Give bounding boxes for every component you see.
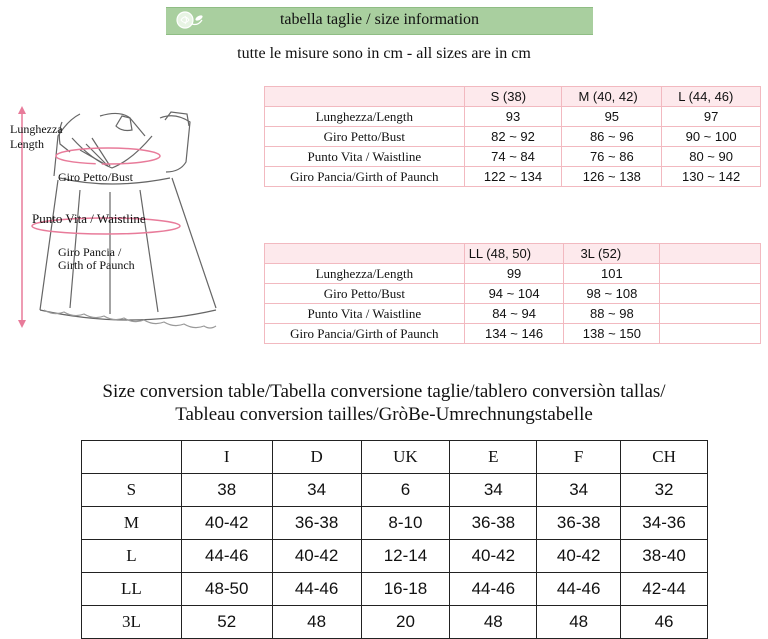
cell: 34: [272, 474, 361, 507]
cell: 12-14: [361, 540, 450, 573]
cell: 40-42: [450, 540, 537, 573]
cell: 130 ~ 142: [662, 167, 761, 187]
row-label: Giro Pancia/Girth of Paunch: [265, 167, 465, 187]
length-label-text: Lunghezza Length: [10, 122, 63, 151]
cell: 93: [464, 107, 562, 127]
cell: 40-42: [181, 507, 272, 540]
cell: 32: [621, 474, 708, 507]
header-corner: [265, 244, 465, 264]
cell: 44-46: [537, 573, 621, 606]
header-cell: 3L (52): [564, 244, 660, 264]
cell: 44-46: [450, 573, 537, 606]
cell: 16-18: [361, 573, 450, 606]
conversion-title-line2: Tableau conversion tailles/GròBe-Umrechnungstabelle: [175, 404, 593, 425]
cell: 122 ~ 134: [464, 167, 562, 187]
cell: 86 ~ 96: [562, 127, 662, 147]
header-cell: [660, 244, 761, 264]
dress-illustration: [0, 100, 240, 350]
table-row: [265, 167, 761, 187]
waist-label: Punto Vita / Waistline: [32, 211, 146, 226]
header-cell: F: [537, 441, 621, 474]
cell: [660, 304, 761, 324]
table-row: [265, 127, 761, 147]
row-label: Giro Pancia/Girth of Paunch: [265, 324, 465, 344]
cell: 84 ~ 94: [464, 304, 564, 324]
cell: 42-44: [621, 573, 708, 606]
cell: 34: [450, 474, 537, 507]
header-cell: L (44, 46): [662, 87, 761, 107]
cell: 8-10: [361, 507, 450, 540]
cell: 138 ~ 150: [564, 324, 660, 344]
table-header-row: [265, 87, 761, 107]
cell: 48: [450, 606, 537, 639]
header-cell: I: [181, 441, 272, 474]
table-row: [82, 573, 708, 606]
cell: 34: [537, 474, 621, 507]
row-label: Giro Petto/Bust: [265, 127, 465, 147]
title-banner: [166, 7, 593, 35]
cell: 74 ~ 84: [464, 147, 562, 167]
row-label: Lunghezza/Length: [265, 264, 465, 284]
cell: 38-40: [621, 540, 708, 573]
row-label: M: [82, 507, 182, 540]
cell: 46: [621, 606, 708, 639]
row-label: Punto Vita / Waistline: [265, 304, 465, 324]
table-row: [265, 284, 761, 304]
cell: 40-42: [272, 540, 361, 573]
table-row: [265, 147, 761, 167]
cell: 82 ~ 92: [464, 127, 562, 147]
cell: 80 ~ 90: [662, 147, 761, 167]
cell: 52: [181, 606, 272, 639]
cell: 48: [537, 606, 621, 639]
header-cell: LL (48, 50): [464, 244, 564, 264]
row-label: S: [82, 474, 182, 507]
row-label: 3L: [82, 606, 182, 639]
header-cell: E: [450, 441, 537, 474]
table-row: [82, 507, 708, 540]
header-cell: M (40, 42): [562, 87, 662, 107]
row-label: Punto Vita / Waistline: [265, 147, 465, 167]
cell: 6: [361, 474, 450, 507]
header-cell: S (38): [464, 87, 562, 107]
cell: [660, 264, 761, 284]
table-row: [82, 540, 708, 573]
row-label: Giro Petto/Bust: [265, 284, 465, 304]
cell: 101: [564, 264, 660, 284]
header-cell: D: [272, 441, 361, 474]
header-cell: [82, 441, 182, 474]
table-row: [265, 264, 761, 284]
cell: 48: [272, 606, 361, 639]
bust-label: Giro Petto/Bust: [58, 170, 134, 184]
header-cell: UK: [361, 441, 450, 474]
cell: 36-38: [272, 507, 361, 540]
size-table-1: [264, 86, 761, 187]
cell: 97: [662, 107, 761, 127]
cell: 90 ~ 100: [662, 127, 761, 147]
cell: 99: [464, 264, 564, 284]
size-table-2: [264, 243, 761, 344]
cell: 95: [562, 107, 662, 127]
cell: 36-38: [450, 507, 537, 540]
row-label: Lunghezza/Length: [265, 107, 465, 127]
conversion-title: [0, 380, 768, 426]
cell: 44-46: [272, 573, 361, 606]
conversion-table: [81, 440, 708, 639]
table-header-row: [265, 244, 761, 264]
cell: 134 ~ 146: [464, 324, 564, 344]
header-corner: [265, 87, 465, 107]
cell: 76 ~ 86: [562, 147, 662, 167]
cell: 34-36: [621, 507, 708, 540]
cell: 126 ~ 138: [562, 167, 662, 187]
cell: [660, 324, 761, 344]
table-row: [265, 107, 761, 127]
paunch-label: Giro Pancia / Girth of Paunch: [58, 245, 135, 272]
cell: 94 ~ 104: [464, 284, 564, 304]
cell: 38: [181, 474, 272, 507]
table-row: [265, 324, 761, 344]
header-cell: CH: [621, 441, 708, 474]
cell: [660, 284, 761, 304]
cell: 44-46: [181, 540, 272, 573]
row-label: LL: [82, 573, 182, 606]
length-label: [10, 122, 63, 152]
cell: 98 ~ 108: [564, 284, 660, 304]
table-row: [265, 304, 761, 324]
banner-title: tabella taglie / size information: [279, 11, 480, 28]
cell: 20: [361, 606, 450, 639]
table-row: [82, 474, 708, 507]
conversion-header-row: [82, 441, 708, 474]
conversion-title-line1: Size conversion table/Tabella conversione taglie/tablero conversiòn tallas/: [102, 381, 666, 402]
table-row: [82, 606, 708, 639]
cell: 36-38: [537, 507, 621, 540]
row-label: L: [82, 540, 182, 573]
cell: 88 ~ 98: [564, 304, 660, 324]
cell: 48-50: [181, 573, 272, 606]
cell: 40-42: [537, 540, 621, 573]
units-note: tutte le misure sono in cm - all sizes are in cm: [237, 45, 531, 62]
